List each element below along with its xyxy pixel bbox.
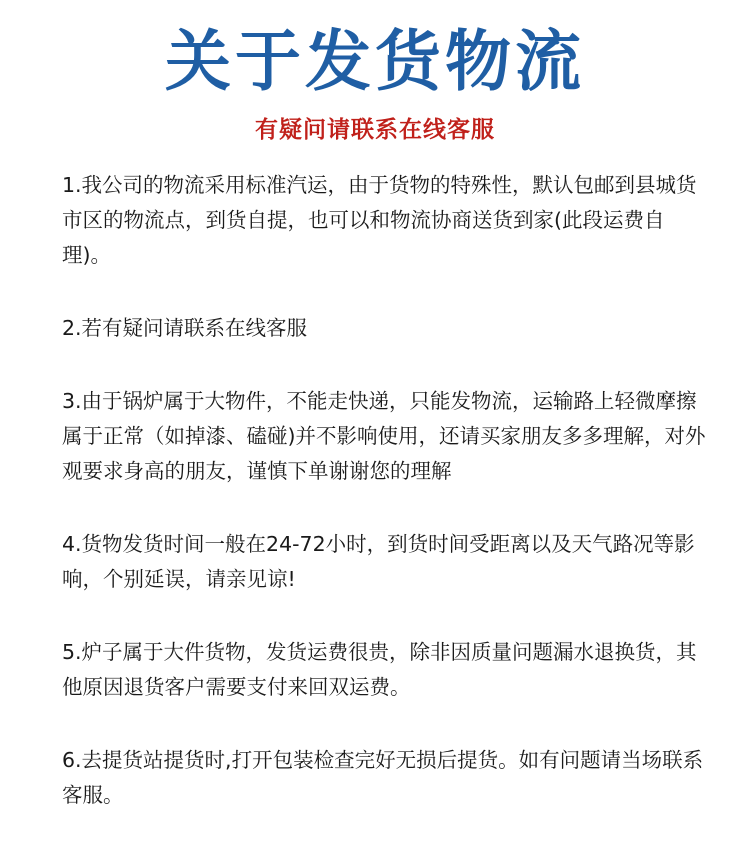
note-item-5: 5.炉子属于大件货物，发货运费很贵，除非因质量问题漏水退换货，其他原因退货客户需要支付来回双运费。 (62, 640, 697, 699)
note-item-4: 4.货物发货时间一般在24-72小时，到货时间受距离以及天气路况等影响，个别延误，请亲见谅! (62, 532, 695, 591)
page-title: 关于发货物流 (165, 23, 585, 100)
note-item-2: 2.若有疑问请联系在线客服 (62, 316, 308, 340)
note-item-3: 3.由于锅炉属于大物件，不能走快递，只能发物流，运输路上轻微摩擦属于正常（如掉漆、磕碰)并不影响使用，还请买家朋友多多理解，对外观要求身高的朋友，谨慎下单谢谢您的理解 (62, 389, 706, 483)
note-item-6: 6.去提货站提货时,打开包装检查完好无损后提货。如有问题请当场联系客服。 (62, 748, 704, 807)
note-item-1: 1.我公司的物流采用标准汽运，由于货物的特殊性，默认包邮到县城货市区的物流点，到货自提，也可以和物流协商送货到家(此段运费自理)。 (62, 173, 697, 267)
notes-list (62, 168, 712, 851)
page-subtitle: 有疑问请联系在线客服 (255, 117, 495, 143)
